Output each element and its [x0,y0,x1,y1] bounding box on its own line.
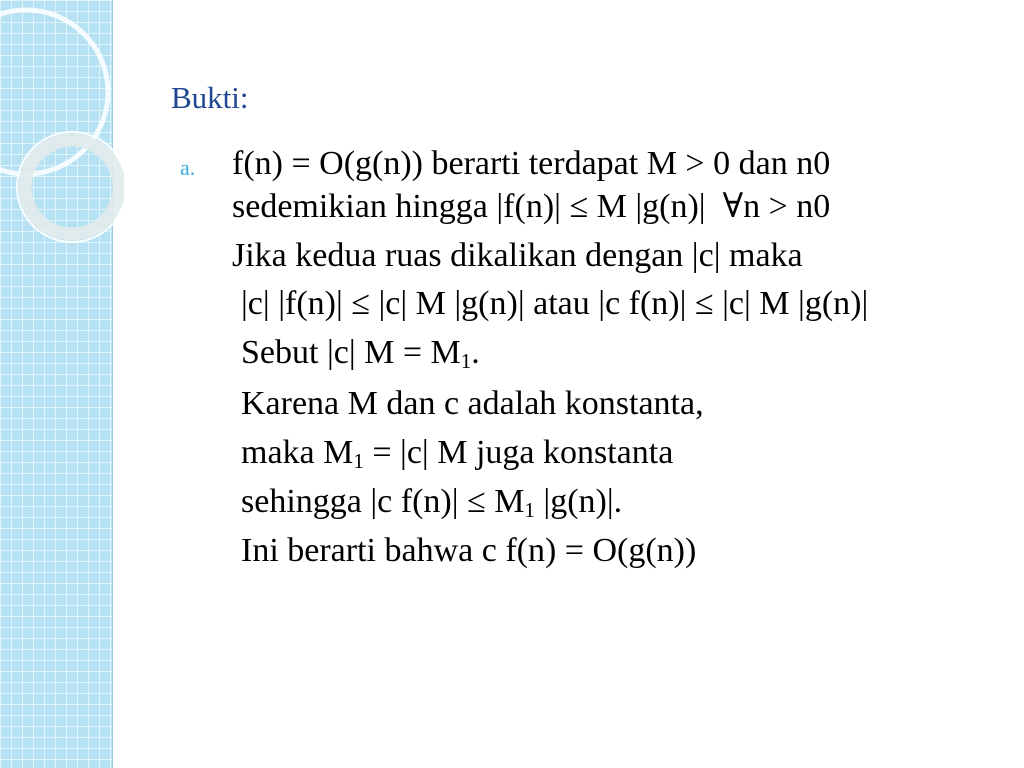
proof-inequality-line: |c| |f(n)| ≤ |c| M |g(n)| atau |c f(n)| ≤ |c| M |g(n)| [241,285,869,322]
result-text: sehingga |c f(n)| ≤ M [241,483,525,520]
proof-conclusion-line: Ini berarti bahwa c f(n) = O(g(n)) [241,532,697,569]
statement-line-1: f(n) = O(g(n)) berarti terdapat M > 0 dan n0 [232,145,831,182]
define-m1-text: Sebut |c| M = M [241,334,461,371]
decorative-rings [0,0,124,260]
proof-m1-constant-line [241,431,673,474]
result-subscript: 1 [524,498,535,522]
list-marker: a. [180,155,196,180]
proof-result-line [241,480,622,523]
statement-line-2: sedemikian hingga |f(n)| ≤ M |g(n)| ∀n > n0 [232,188,831,225]
slide-title: Bukti: [171,80,249,115]
define-m1-subscript: 1 [460,349,472,373]
m1-constant-tail: = |c| M juga konstanta [363,434,674,471]
define-m1-tail: . [471,334,480,371]
proof-define-m1-line [241,331,480,374]
decorative-ring-small [25,140,119,234]
m1-constant-subscript: 1 [353,449,364,473]
proof-reason-line: Karena M dan c adalah konstanta, [241,385,704,422]
continuation-line: Jika kedua ruas dikalikan dengan |c| maka [232,237,803,274]
result-tail: |g(n)|. [534,483,623,520]
m1-constant-text: maka M [241,434,354,471]
